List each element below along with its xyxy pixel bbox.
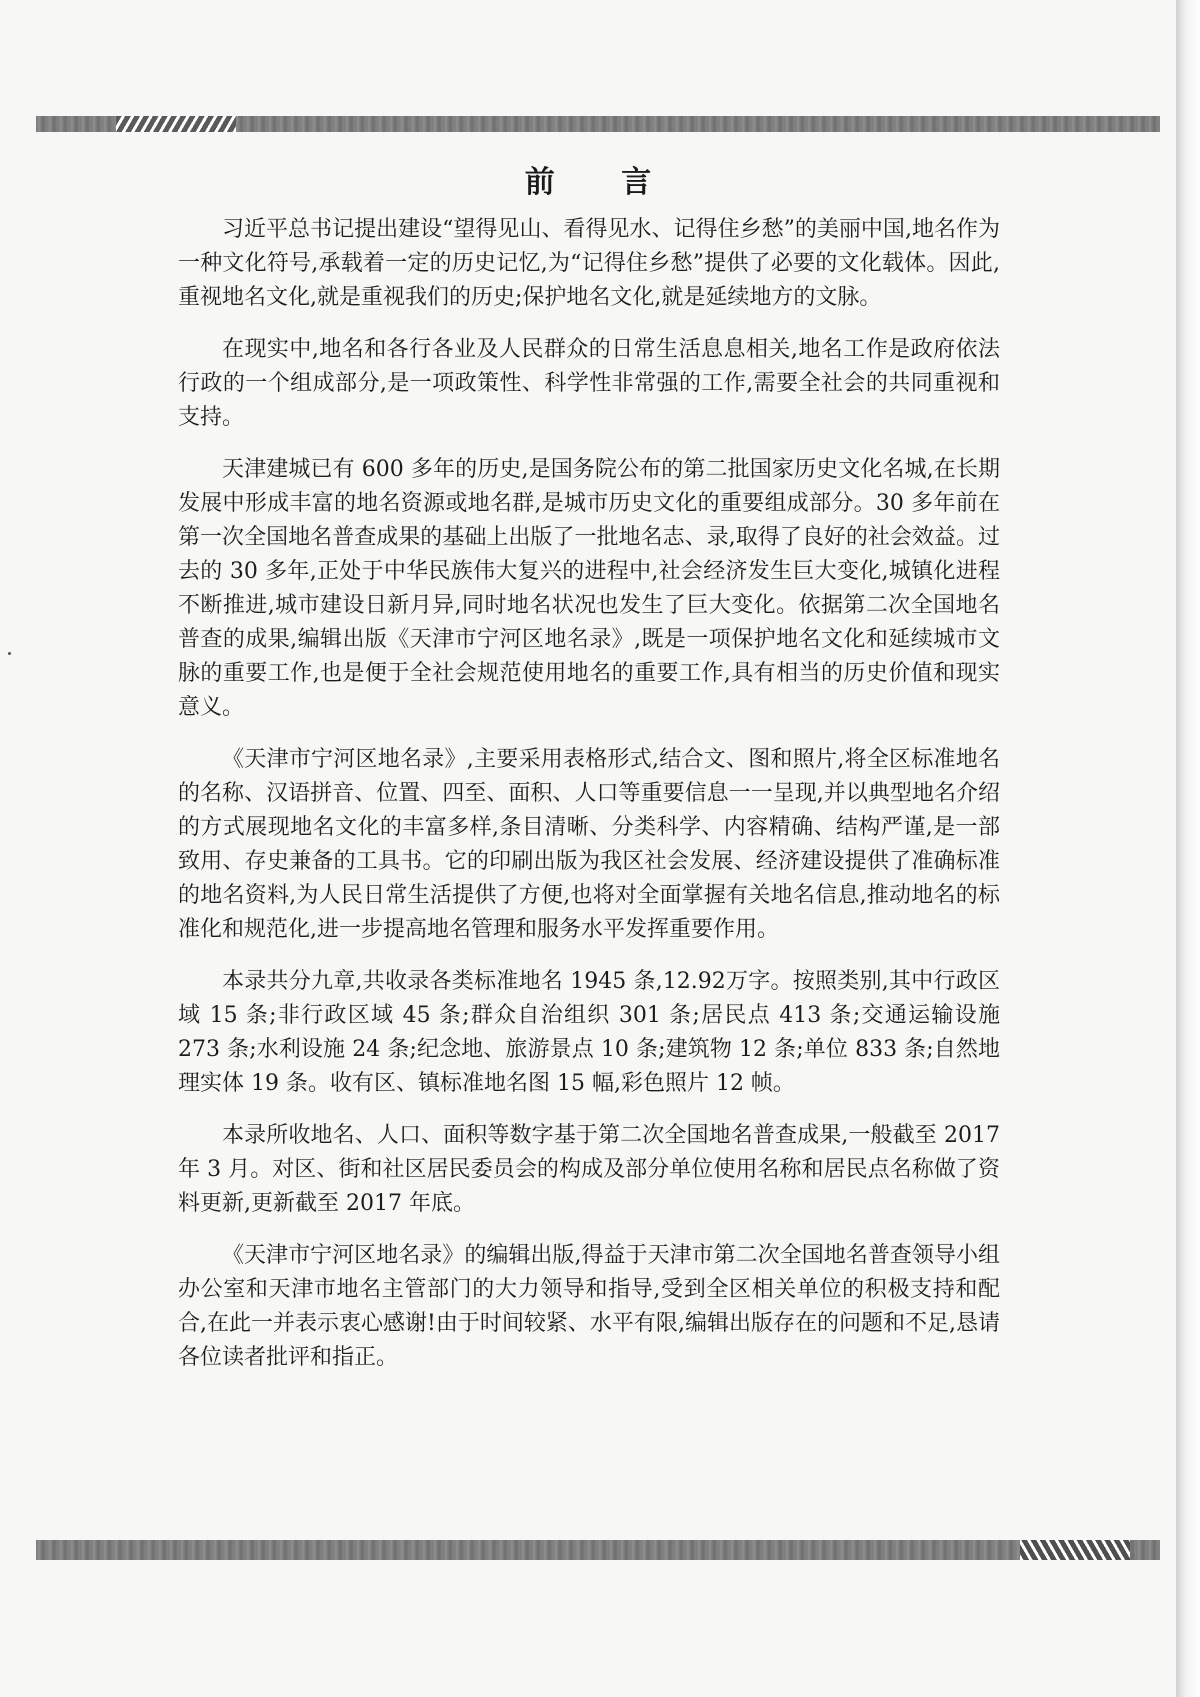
paragraph: 本录共分九章,共收录各类标准地名 1945 条,12.92万字。按照类别,其中行政区域 15 条;非行政区域 45 条;群众自治组织 301 条;居民点 413 条;交通运输设施 273 条;水利设施 24 条;纪念地、旅游景点 10 条;建筑物 12 条;单位 833 条;自然地理实体 19 条。收有区、镇标准地名图 15 幅,彩色照片 12 帧。 <box>178 969 1000 1096</box>
paragraph: 本录所收地名、人口、面积等数字基于第二次全国地名普查成果,一般截至 2017 年 3 月。对区、街和社区居民委员会的构成及部分单位使用名称和居民点名称做了资料更新,更新截至 2017 年底。 <box>178 1123 1000 1216</box>
paragraph: 在现实中,地名和各行各业及人民群众的日常生活息息相关,地名工作是政府依法行政的一个组成部分,是一项政策性、科学性非常强的工作,需要全社会的共同重视和支持。 <box>178 337 1000 430</box>
header-decorative-band <box>36 116 1160 132</box>
preface-body <box>178 213 1000 1393</box>
paragraph: 《天津市宁河区地名录》的编辑出版,得益于天津市第二次全国地名普查领导小组办公室和天津市地名主管部门的大力领导和指导,受到全区相关单位的积极支持和配合,在此一并表示衷心感谢!由于时间较紧、水平有限,编辑出版存在的问题和不足,恳请各位读者批评和指正。 <box>178 1243 1000 1370</box>
scan-speck <box>8 652 11 655</box>
paragraph: 习近平总书记提出建设“望得见山、看得见水、记得住乡愁”的美丽中国,地名作为一种文化符号,承载着一定的历史记忆,为“记得住乡愁”提供了必要的文化载体。因此,重视地名文化,就是重视我们的历史;保护地名文化,就是延续地方的文脉。 <box>178 217 1000 310</box>
page-title: 前 言 <box>524 165 680 200</box>
paragraph: 天津建城已有 600 多年的历史,是国务院公布的第二批国家历史文化名城,在长期发展中形成丰富的地名资源或地名群,是城市历史文化的重要组成部分。30 多年前在第一次全国地名普查成果的基础上出版了一批地名志、录,取得了良好的社会效益。过去的 30 多年,正处于中华民族伟大复兴的进程中,社会经济发生巨大变化,城镇化进程不断推进,城市建设日新月异,同时地名状况也发生了巨大变化。依据第二次全国地名普查的成果,编辑出版《天津市宁河区地名录》,既是一项保护地名文化和延续城市文脉的重要工作,也是便于全社会规范使用地名的重要工作,具有相当的历史价值和现实意义。 <box>178 457 1000 720</box>
hatch-pattern <box>116 116 236 132</box>
paragraph: 《天津市宁河区地名录》,主要采用表格形式,结合文、图和照片,将全区标准地名的名称、汉语拼音、位置、四至、面积、人口等重要信息一一呈现,并以典型地名介绍的方式展现地名文化的丰富多样,条目清晰、分类科学、内容精确、结构严谨,是一部致用、存史兼备的工具书。它的印刷出版为我区社会发展、经济建设提供了准确标准的地名资料,为人民日常生活提供了方便,也将对全面掌握有关地名信息,推动地名的标准化和规范化,进一步提高地名管理和服务水平发挥重要作用。 <box>178 747 1000 942</box>
footer-decorative-band <box>36 1540 1160 1560</box>
hatch-pattern <box>1020 1540 1130 1560</box>
page-edge-shadow <box>1176 0 1200 1697</box>
